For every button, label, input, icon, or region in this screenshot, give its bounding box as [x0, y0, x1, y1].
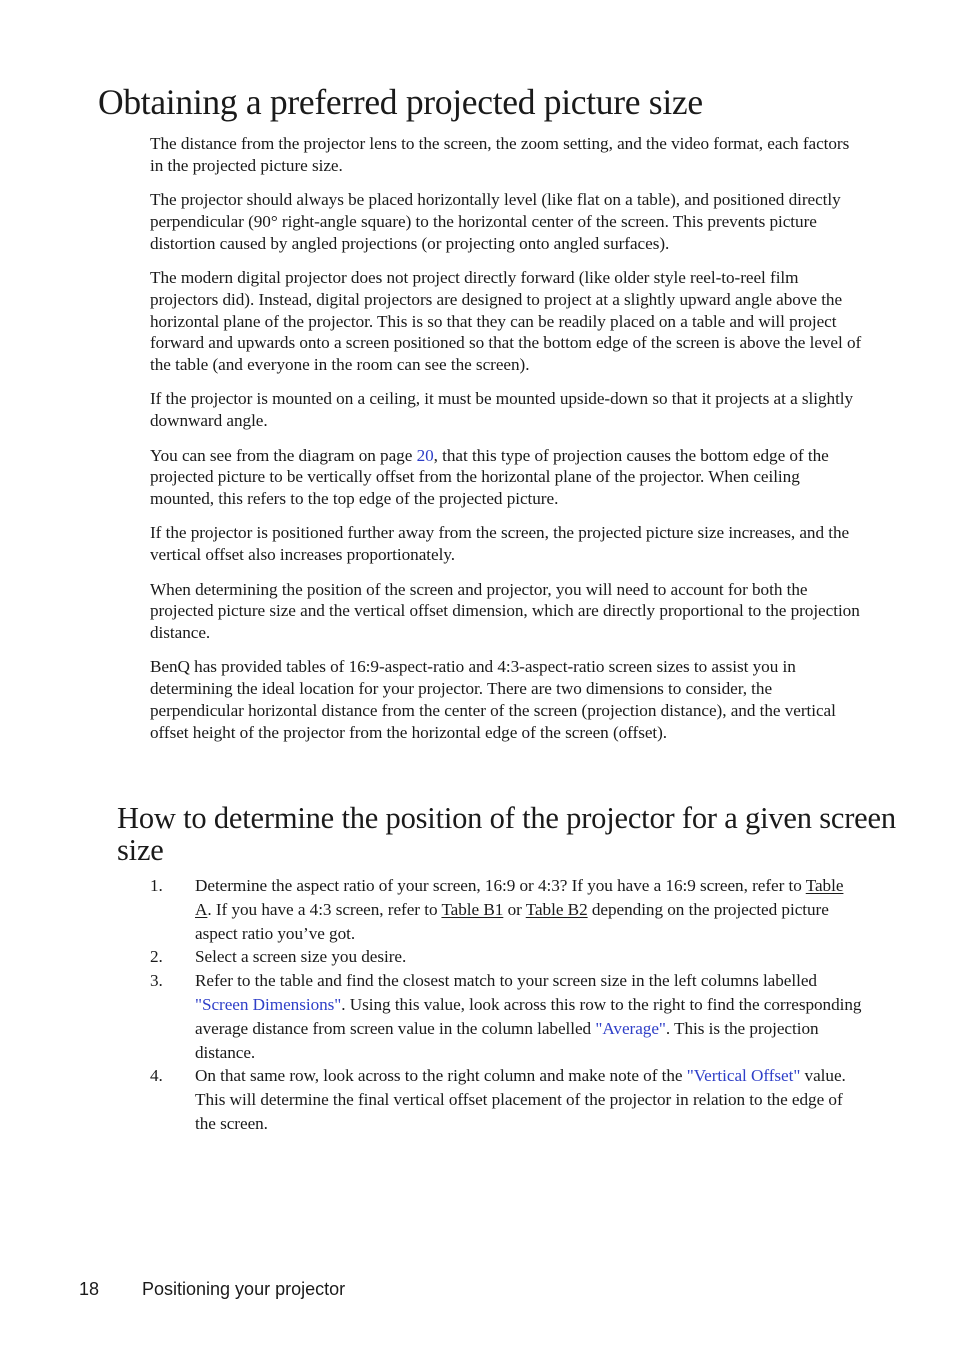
intro-section	[150, 133, 862, 756]
list-item	[150, 1064, 862, 1135]
list-item	[150, 874, 862, 945]
paragraph-text: You can see from the diagram on page	[150, 445, 417, 465]
section-heading: How to determine the position of the projector for a given screen size	[117, 801, 896, 867]
paragraph-picture-size-factors: The distance from the projector lens to the screen, the zoom setting, and the video format, each factors in the projected picture size.	[150, 134, 850, 175]
paragraph-distance-effect: If the projector is positioned further away from the screen, the projected picture size increases, and the vertical offset also increases proportionately.	[150, 523, 850, 565]
paragraph-screen-position: When determining the position of the screen and projector, you will need to account for both the projected picture size and the vertical offset dimension, which are directly proportional to the projection distance.	[150, 579, 860, 643]
average-link[interactable]: "Average"	[595, 1018, 666, 1038]
step-text: . If you have a 4:3 screen, refer to	[207, 899, 442, 919]
page-footer	[79, 1278, 345, 1300]
screen-dimensions-link[interactable]: "Screen Dimensions"	[195, 994, 342, 1014]
step-text: Determine the aspect ratio of your screen, 16:9 or 4:3? If you have a 16:9 screen, refer to	[195, 876, 806, 895]
paragraph-benq-tables: BenQ has provided tables of 16:9-aspect-ratio and 4:3-aspect-ratio screen sizes to assist you in determining the ideal location for your projector. There are two dimensions to consider, the perpendicular horizontal distance from the center of the screen (projection distance), and the vertical offset height of the projector from the horizontal edge of the screen (offset).	[150, 657, 836, 742]
paragraph-ceiling-mount: If the projector is mounted on a ceiling, it must be mounted upside-down so that it projects at a slightly downward angle.	[150, 389, 854, 431]
table-a-link[interactable]: Table A	[195, 876, 844, 919]
vertical-offset-link[interactable]: "Vertical Offset"	[686, 1066, 801, 1086]
step-text: Refer to the table and find the closest match to your screen size in the left columns labelled	[195, 971, 817, 991]
step-text: . This is the projection distance.	[195, 1018, 819, 1062]
step-text: depending on the projected picture aspect ratio you’ve got.	[195, 899, 829, 943]
step-number: 4.	[150, 1066, 163, 1086]
step-number: 1.	[150, 876, 163, 895]
page-number: 18	[79, 1279, 100, 1299]
chapter-title: Positioning your projector	[142, 1279, 346, 1299]
table-b1-link[interactable]: Table B1	[441, 899, 504, 919]
step-text: On that same row, look across to the right column and make note of the	[195, 1066, 687, 1086]
list-item	[150, 969, 862, 1064]
paragraph-level-placement: The projector should always be placed horizontally level (like flat on a table), and positioned directly perpendicular (90° right-angle square) to the horizontal center of the screen. This prevents picture distortion caused by angled projections (or projecting onto angled surfaces).	[150, 190, 841, 253]
page-title: Obtaining a preferred projected picture size	[98, 82, 703, 122]
step-text: . Using this value, look across this row to the right to find the corresponding average distance from screen value in the column labelled	[195, 994, 862, 1038]
step-number: 2.	[150, 947, 163, 967]
paragraph-text: , that this type of projection causes the bottom edge of the projected picture to be vertically offset from the horizontal plane of the projector. When ceiling mounted, this refers to the top edge of the projected picture.	[150, 445, 829, 509]
paragraph-upward-projection: The modern digital projector does not project directly forward (like older style reel-to-reel film projectors did). Instead, digital projectors are designed to project at a slightly upward angle above the horizontal plane of the projector. This is so that they can be readily placed on a table and will project forward and upwards onto a screen positioned so that the bottom edge of the screen is above the level of the table (and everyone in the room can see the screen).	[150, 267, 862, 375]
list-item	[150, 945, 862, 969]
step-number: 3.	[150, 971, 163, 991]
page-20-link[interactable]: 20	[416, 445, 434, 465]
step-text: or	[503, 899, 526, 919]
step-text: value. This will determine the final vertical offset placement of the projector in relation to the edge of the screen.	[195, 1066, 846, 1133]
table-b2-link[interactable]: Table B2	[525, 899, 588, 919]
paragraph-diagram-reference	[150, 445, 862, 510]
step-text: Select a screen size you desire.	[195, 947, 407, 967]
steps-list	[150, 874, 862, 1136]
